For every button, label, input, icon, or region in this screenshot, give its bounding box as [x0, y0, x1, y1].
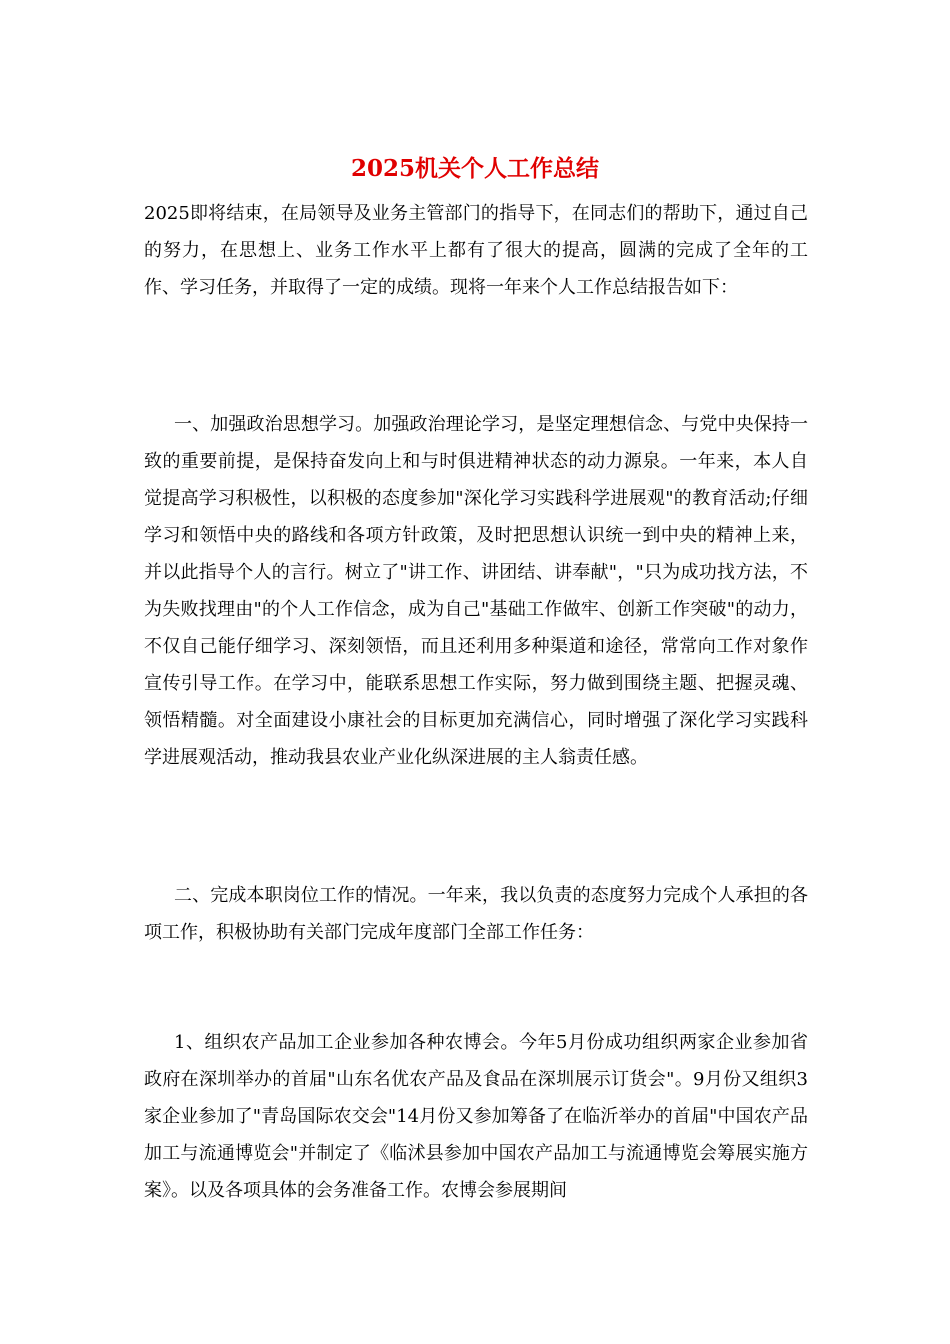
document-title: 2025机关个人工作总结 [350, 155, 599, 182]
section-two-paragraph: 二、完成本职岗位工作的情况。一年来，我以负责的态度努力完成个人承担的各项工作，积极协助有关部门完成年度部门全部工作任务： [144, 885, 808, 943]
intro-paragraph: 2025即将结束，在局领导及业务主管部门的指导下，在同志们的帮助下，通过自己的努力，在思想上、业务工作水平上都有了很大的提高，圆满的完成了全年的工作、学习任务，并取得了一定的成绩。现将一年来个人工作总结报告如下： [144, 203, 808, 298]
section-one-paragraph: 一、加强政治思想学习。加强政治理论学习，是坚定理想信念、与党中央保持一致的重要前提，是保持奋发向上和与时俱进精神状态的动力源泉。一年来，本人自觉提高学习积极性，以积极的态度参加"深化学习实践科学进展观"的教育活动;仔细学习和领悟中央的路线和各项方针政策，及时把思想认识统一到中央的精神上来，并以此指导个人的言行。树立了"讲工作、讲团结、讲奉献"，"只为成功找方法，不为失败找理由"的个人工作信念，成为自己"基础工作做牢、创新工作突破"的动力，不仅自己能仔细学习、深刻领悟，而且还利用多种渠道和途径，常常向工作对象作宣传引导工作。在学习中，能联系思想工作实际，努力做到围绕主题、把握灵魂、领悟精髓。对全面建设小康社会的目标更加充满信心，同时增强了深化学习实践科学进展观活动，推动我县农业产业化纵深进展的主人翁责任感。 [144, 414, 808, 768]
item-one-paragraph: 1、组织农产品加工企业参加各种农博会。今年5月份成功组织两家企业参加省政府在深圳举办的首届"山东名优农产品及食品在深圳展示订货会"。9月份又组织3家企业参加了"青岛国际农交会"14月份又参加筹备了在临沂举办的首届"中国农产品加工与流通博览会"并制定了《临沭县参加中国农产品加工与流通博览会筹展实施方案》。以及各项具体的会务准备工作。农博会参展期间 [144, 1032, 808, 1201]
